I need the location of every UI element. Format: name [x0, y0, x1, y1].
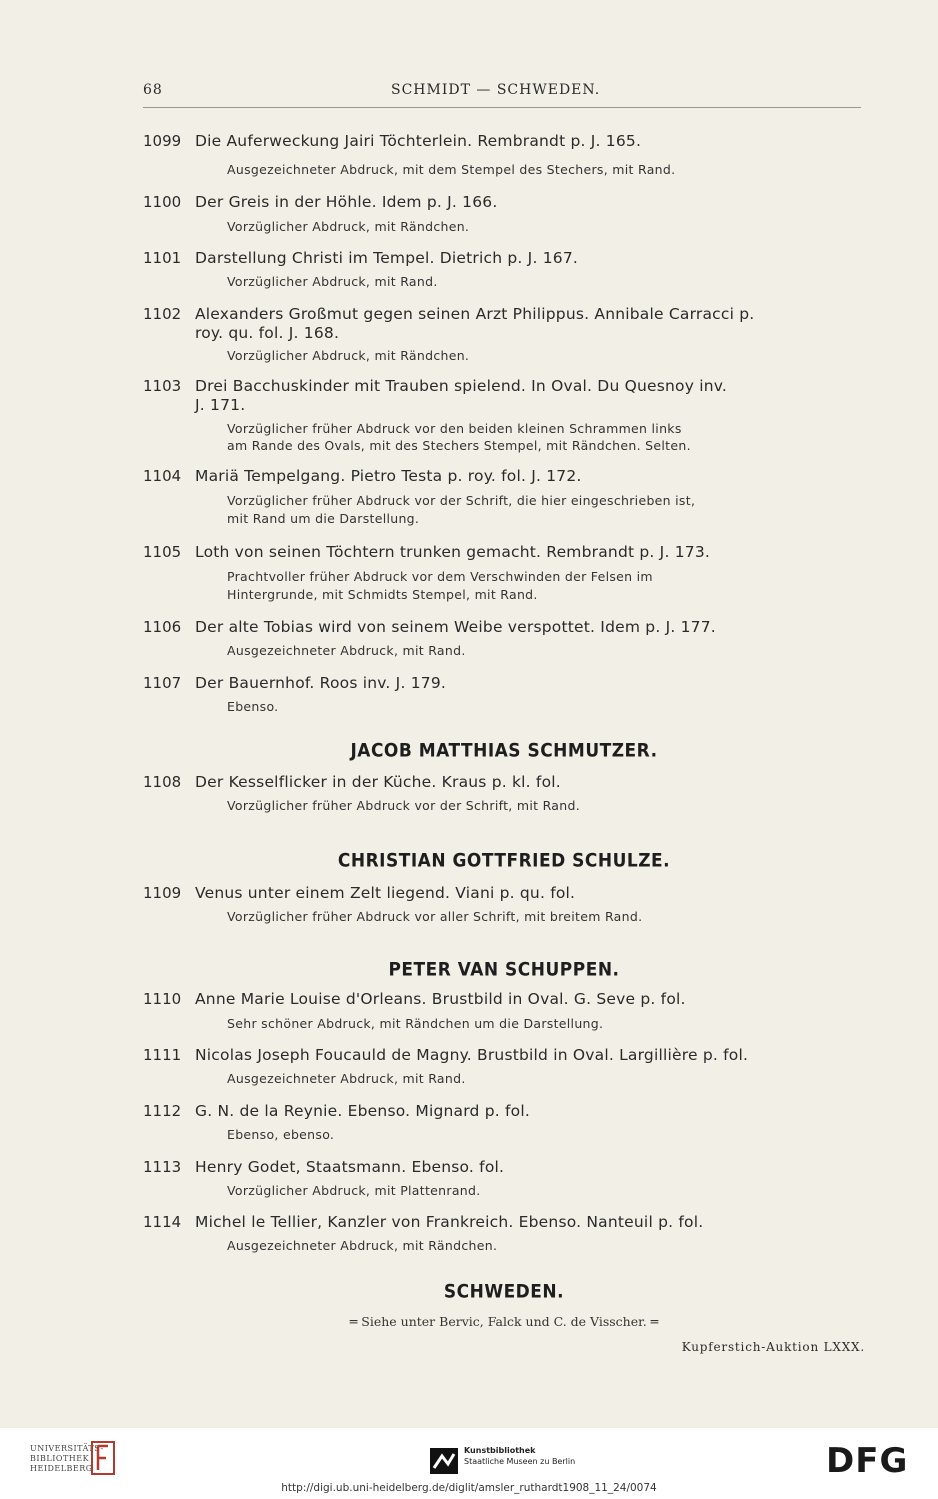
entry-number: 1108 — [143, 773, 182, 791]
entry-number: 1109 — [143, 884, 182, 902]
entry-title: G. N. de la Reynie. Ebenso. Mignard p. fol. — [195, 1102, 530, 1120]
entry-number: 1101 — [143, 249, 182, 267]
entry-title: Die Auferweckung Jairi Töchterlein. Rembrandt p. J. 165. — [195, 132, 642, 150]
entry-title: Drei Bacchuskinder mit Trauben spielend. In Oval. Du Quesnoy inv. — [195, 377, 728, 395]
dfg-logo: DFG — [826, 1441, 909, 1481]
entry-number: 1105 — [143, 543, 182, 561]
page-number: 68 — [143, 82, 163, 98]
entry-number: 1100 — [143, 193, 182, 211]
section-heading: SCHWEDEN. — [443, 1280, 565, 1304]
entry-number: 1113 — [143, 1158, 182, 1176]
entry-title: Anne Marie Louise d'Orleans. Brustbild in Oval. G. Seve p. fol. — [195, 990, 686, 1008]
entry-number: 1110 — [143, 990, 182, 1008]
entry-number: 1099 — [143, 132, 182, 150]
see-also-line: ═ Siehe unter Bervic, Falck und C. de Visscher. ═ — [349, 1314, 659, 1329]
entry-note: Ausgezeichneter Abdruck, mit Rand. — [227, 1071, 466, 1086]
entry-title: Alexanders Großmut gegen seinen Arzt Philippus. Annibale Carracci p. — [195, 305, 755, 323]
kb-title: Kunstbibliothek — [464, 1446, 536, 1455]
section-heading: PETER VAN SCHUPPEN. — [388, 958, 620, 982]
header-rule — [143, 107, 861, 108]
entry-number: 1102 — [143, 305, 182, 323]
entry-note: mit Rand um die Darstellung. — [227, 511, 420, 526]
section-heading: CHRISTIAN GOTTFRIED SCHULZE. — [337, 849, 671, 873]
entry-title: Der alte Tobias wird von seinem Weibe verspottet. Idem p. J. 177. — [195, 618, 716, 636]
entry-title: Der Bauernhof. Roos inv. J. 179. — [195, 674, 447, 692]
university-logo-icon — [90, 1440, 116, 1476]
entry-note: Vorzüglicher Abdruck, mit Plattenrand. — [227, 1183, 481, 1198]
entry-note: Ausgezeichneter Abdruck, mit Rand. — [227, 643, 466, 658]
entry-title: Venus unter einem Zelt liegend. Viani p. qu. fol. — [195, 884, 576, 902]
entry-note: am Rande des Ovals, mit des Stechers Stempel, mit Rändchen. Selten. — [227, 438, 691, 453]
entry-number: 1103 — [143, 377, 182, 395]
kunstbibliothek-logo-icon — [430, 1448, 458, 1474]
entry-note: Vorzüglicher Abdruck, mit Rändchen. — [227, 219, 470, 234]
entry-title-continued: J. 171. — [195, 396, 246, 414]
kunstbibliothek-text — [464, 1445, 575, 1467]
entry-number: 1111 — [143, 1046, 182, 1064]
running-title: SCHMIDT — SCHWEDEN. — [391, 82, 601, 98]
entry-number: 1112 — [143, 1102, 182, 1120]
entry-note: Vorzüglicher früher Abdruck vor den beiden kleinen Schrammen links — [227, 421, 682, 436]
source-url[interactable]: http://digi.ub.uni-heidelberg.de/diglit/amsler_ruthardt1908_11_24/0074 — [281, 1482, 657, 1494]
entry-note: Prachtvoller früher Abdruck vor dem Verschwinden der Felsen im — [227, 569, 653, 584]
entry-title: Nicolas Joseph Foucauld de Magny. Brustbild in Oval. Largillière p. fol. — [195, 1046, 749, 1064]
uni-line: UNIVERSITÄTS- — [30, 1444, 104, 1453]
entry-number: 1106 — [143, 618, 182, 636]
entry-title-continued: roy. qu. fol. J. 168. — [195, 324, 340, 342]
section-heading: JACOB MATTHIAS SCHMUTZER. — [350, 739, 658, 763]
page-header — [143, 82, 861, 104]
entry-number: 1114 — [143, 1213, 182, 1231]
entry-note: Vorzüglicher früher Abdruck vor aller Schrift, mit breitem Rand. — [227, 909, 643, 924]
entry-title: Michel le Tellier, Kanzler von Frankreich. Ebenso. Nanteuil p. fol. — [195, 1213, 704, 1231]
entry-title: Der Greis in der Höhle. Idem p. J. 166. — [195, 193, 498, 211]
entry-note: Ausgezeichneter Abdruck, mit Rändchen. — [227, 1238, 498, 1253]
entry-note: Ausgezeichneter Abdruck, mit dem Stempel des Stechers, mit Rand. — [227, 162, 676, 177]
entry-title: Darstellung Christi im Tempel. Dietrich p. J. 167. — [195, 249, 579, 267]
entry-note: Sehr schöner Abdruck, mit Rändchen um die Darstellung. — [227, 1016, 604, 1031]
entry-note: Ebenso, ebenso. — [227, 1127, 335, 1142]
entry-note: Hintergrunde, mit Schmidts Stempel, mit Rand. — [227, 587, 538, 602]
uni-line: HEIDELBERG — [30, 1464, 93, 1473]
entry-title: Loth von seinen Töchtern trunken gemacht. Rembrandt p. J. 173. — [195, 543, 711, 561]
entry-note: Ebenso. — [227, 699, 279, 714]
entry-number: 1107 — [143, 674, 182, 692]
catalog-footer: Kupferstich-Auktion LXXX. — [681, 1340, 865, 1354]
university-library-text — [30, 1444, 104, 1474]
entry-note: Vorzüglicher früher Abdruck vor der Schrift, mit Rand. — [227, 798, 580, 813]
entry-note: Vorzüglicher früher Abdruck vor der Schrift, die hier eingeschrieben ist, — [227, 493, 696, 508]
entry-title: Mariä Tempelgang. Pietro Testa p. roy. fol. J. 172. — [195, 467, 582, 485]
entry-note: Vorzüglicher Abdruck, mit Rand. — [227, 274, 438, 289]
uni-line: BIBLIOTHEK — [30, 1454, 90, 1463]
entry-title: Der Kesselflicker in der Küche. Kraus p. kl. fol. — [195, 773, 561, 791]
entry-number: 1104 — [143, 467, 182, 485]
entry-title: Henry Godet, Staatsmann. Ebenso. fol. — [195, 1158, 505, 1176]
entry-note: Vorzüglicher Abdruck, mit Rändchen. — [227, 348, 470, 363]
kb-subtitle: Staatliche Museen zu Berlin — [464, 1457, 576, 1466]
